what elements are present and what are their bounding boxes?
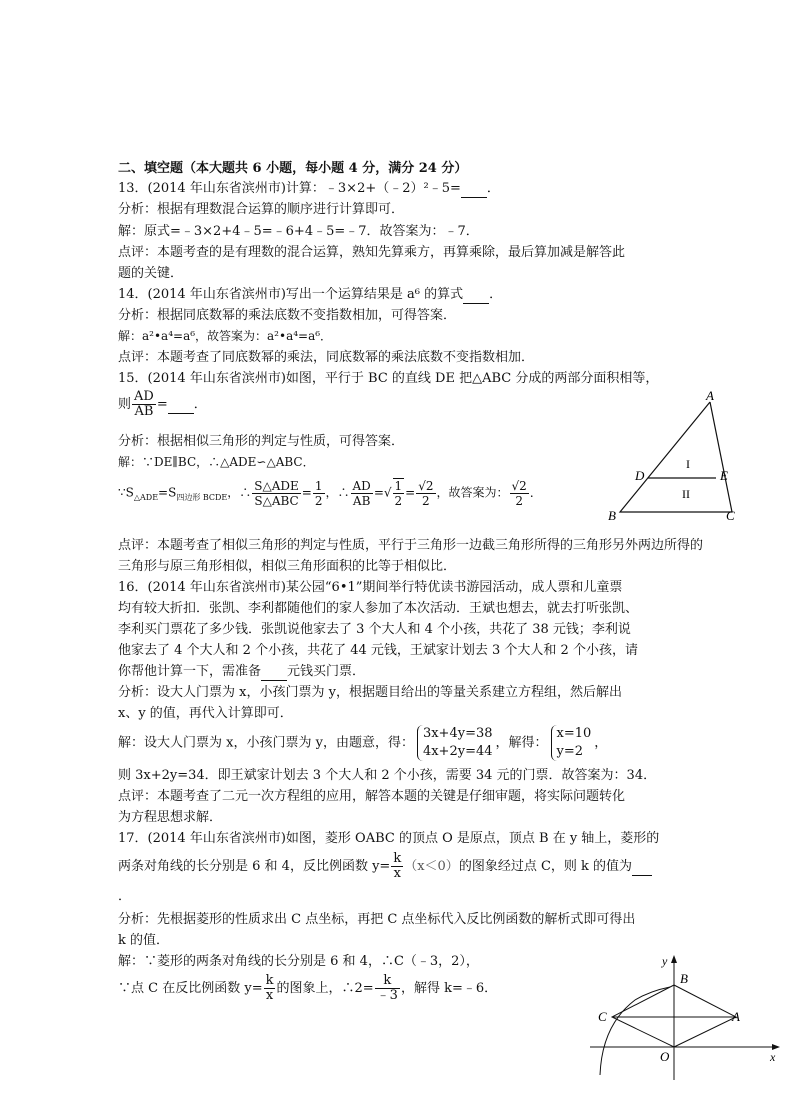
rhombus-figure — [590, 955, 785, 1085]
label-e: E — [720, 468, 728, 483]
t: 2 — [515, 493, 523, 508]
k-over-x-2 — [264, 974, 276, 1003]
t: ， — [594, 735, 608, 751]
q16-then: 则 3x+2y=34．即王斌家计划去 3 个大人和 2 个小孩，需要 34 元的门票．故答案为：34． — [118, 768, 657, 783]
q15-comment: 点评：本题考查了相似三角形的判定与性质，平行于三角形一边截三角形所得的三角形另外两边所得的 — [118, 538, 704, 553]
frac-den: AB — [134, 404, 154, 419]
t: k — [265, 973, 274, 988]
q17-solution-2 — [118, 974, 497, 1003]
label-region-2: II — [682, 487, 690, 501]
t: ，∴ — [227, 485, 252, 500]
y-arrow — [671, 955, 677, 963]
t: x=10 — [556, 726, 592, 741]
q17-analysis: 分析：先根据菱形的性质求出 C 点坐标，再把 C 点坐标代入反比例函数的解析式即可得出 — [118, 912, 636, 927]
q16-line1: 16．(2014 年山东省滨州市)某公园“6•1”期间举行特优读书游园活动，成人票和儿童票 — [118, 580, 623, 595]
t: √2 — [511, 478, 527, 493]
t: 的图象经过点 C，则 k 的值为 — [458, 859, 633, 874]
q13-solution: 解：原式=﹣3×2+4﹣5=﹣6+4﹣5=﹣7．故答案为：﹣7． — [118, 224, 479, 239]
ad-ab-fraction — [132, 390, 156, 419]
label-a: A — [732, 1009, 740, 1024]
t: （x＜0） — [404, 859, 459, 874]
q15-solution-1: 解：∵DE∥BC，∴△ADE∽△ABC． — [118, 455, 315, 469]
q15-analysis: 分析：根据相似三角形的判定与性质，可得答案． — [118, 434, 405, 449]
q17-analysis-2: k 的值． — [118, 933, 170, 948]
q17-solution-1: 解：∵菱形的两条对角线的长分别是 6 和 4，∴C（﹣3，2）， — [118, 954, 479, 969]
triangle-abc — [620, 402, 732, 512]
label-a: A — [706, 390, 714, 403]
t: ∵S — [118, 485, 134, 500]
t: AB — [352, 493, 371, 508]
q16-line4: 他家去了 4 个大人和 2 个小孩，共花了 44 元钱，王斌家计划去 3 个大人和 2 个小孩，请 — [118, 643, 638, 658]
t: ﹣3 — [376, 988, 398, 1003]
triangle-figure — [600, 390, 750, 525]
t: 2 — [394, 494, 403, 508]
t: S△ADE — [254, 478, 299, 493]
then-text: 则 — [118, 397, 132, 412]
t: S△ABC — [254, 493, 299, 508]
label-o: O — [660, 1049, 670, 1064]
answer-fraction — [510, 479, 529, 508]
t: k — [393, 851, 402, 866]
q15-question: 15．(2014 年山东省滨州市)如图，平行于 BC 的直线 DE 把△ABC 分成的两部分面积相等， — [118, 371, 659, 386]
label-c: C — [598, 1009, 607, 1024]
q15-solution-2: $\because S_{\triangle ADE}=S_{四边形 BCDE}$，∴ $\frac{\text{S△ADE}}{\text{S△ABC}}$ = $\frac{1}{2}$ ，∴ $\frac{AD}{AB}$ =√ $\frac{1}{2}$ = $\frac{√2}{2}$ ，故答案为： $\frac{√2}{2}$ ． — [118, 478, 542, 508]
q17-line2 — [118, 852, 652, 881]
q16-comment-2: 为方程思想求解． — [118, 810, 223, 825]
ad-ab-fraction-2 — [351, 479, 373, 508]
q16-analysis-2: x、y 的值，再代入计算即可． — [118, 706, 293, 721]
t: 2 — [314, 493, 323, 508]
t: 四边形 BCDE — [176, 492, 228, 502]
q13-comment: 点评：本题考查的是有理数的混合运算，熟知先算乘方，再算乘除，最后算加减是解答此 — [118, 245, 626, 260]
q13-analysis: 分析：根据有理数混合运算的顺序进行计算即可． — [118, 202, 405, 217]
q16-solution — [118, 725, 607, 761]
t: ，∴ — [325, 485, 350, 500]
t: y=2 — [556, 744, 584, 759]
q14-text: 14．(2014 年山东省滨州市)写出一个运算结果是 a⁶ 的算式 — [118, 287, 464, 302]
half-fraction — [313, 479, 325, 508]
q15-then — [118, 390, 207, 419]
eq: = — [156, 397, 168, 412]
t: 1 — [394, 479, 403, 493]
area-ratio-fraction — [252, 479, 301, 508]
t: ，解得： — [495, 735, 548, 751]
sqrt-half: √ $\frac{1}{2}$ — [383, 479, 403, 508]
q16-line3: 李利买门票花了多少钱．张凯说他家去了 3 个大人和 4 个小孩，共花了 38 元钱；李利说 — [118, 622, 631, 637]
q14-analysis: 分析：根据同底数幂的乘法底数不变指数相加，可得答案． — [118, 308, 457, 323]
q14-question — [118, 286, 502, 304]
q15-comment-2: 三角形与原三角形相似，相似三角形面积的比等于相似比． — [118, 559, 457, 574]
q14-solution: 解：a²•a⁴=a⁶，故答案为：a²•a⁴=a⁶． — [118, 329, 333, 343]
q17-line1: 17．(2014 年山东省滨州市)如图，菱形 OABC 的顶点 O 是原点，顶点 B 在 y 轴上，菱形的 — [118, 831, 660, 846]
label-region-1: I — [686, 457, 690, 471]
t: 1 — [314, 478, 323, 493]
t: 两条对角线的长分别是 6 和 4，反比例函数 y= — [118, 859, 391, 874]
label-d: D — [635, 468, 645, 483]
q16-comment: 点评：本题考查了二元一次方程组的应用，解答本题的关键是仔细审题，将实际问题转化 — [118, 789, 626, 804]
t: x — [393, 866, 401, 881]
t: AD — [352, 478, 371, 493]
label-x: x — [770, 1050, 776, 1064]
answer-blank — [168, 396, 194, 414]
q17-dot: ． — [118, 889, 132, 904]
frac-num: AD — [134, 389, 154, 404]
solution-system — [551, 725, 592, 761]
t: 元钱买门票． — [287, 664, 366, 679]
t: ，故答案为： — [436, 485, 509, 500]
label-c: C — [726, 508, 735, 523]
t: ． — [529, 485, 542, 500]
t: 解：设大人门票为 x，小孩门票为 y，由题意，得： — [118, 735, 414, 751]
t: 的图象上，∴2= — [276, 981, 374, 996]
q13-comment-2: 题的关键． — [118, 266, 184, 281]
q13-question — [118, 180, 500, 198]
t: 你帮他计算一下，需准备 — [118, 664, 262, 679]
answer-blank — [632, 858, 652, 876]
q14-comment: 点评：本题考查了同底数幂的乘法，同底数幂的乘法底数不变指数相加． — [118, 350, 535, 365]
q13-period: ． — [486, 181, 500, 196]
t: k — [375, 974, 400, 989]
equation-system — [417, 725, 493, 761]
root2-over-2 — [416, 479, 435, 508]
t: △ADE — [133, 492, 159, 502]
answer-blank — [461, 180, 487, 198]
t: √2 — [418, 478, 434, 493]
t: 3x+4y=38 — [422, 726, 493, 741]
q16-line5 — [118, 663, 365, 681]
t: ，解得 k=﹣6． — [400, 981, 498, 996]
q13-text: 13．(2014 年山东省滨州市)计算：﹣3×2+（﹣2）²﹣5= — [118, 181, 461, 196]
t: ∵点 C 在反比例函数 y= — [118, 981, 263, 996]
k-over-neg3 — [375, 974, 400, 1003]
t: 2 — [422, 493, 430, 508]
section-title: 二、填空题（本大题共 6 小题，每小题 4 分，满分 24 分） — [118, 161, 468, 176]
k-over-x — [391, 852, 403, 881]
answer-blank — [261, 663, 287, 681]
answer-blank — [463, 286, 489, 304]
t: x — [265, 988, 274, 1003]
q14-period: ． — [489, 287, 503, 302]
t: 4x+2y=44 — [422, 744, 493, 759]
label-b: B — [608, 508, 616, 523]
q16-line2: 均有较大折扣．张凯、李利都随他们的家人参加了本次活动．王斌也想去，就去打听张凯、 — [118, 601, 639, 616]
q15-period: ． — [193, 397, 207, 412]
q16-analysis: 分析：设大人门票为 x，小孩门票为 y，根据题目给出的等量关系建立方程组，然后解出 — [118, 685, 622, 700]
t: =S — [158, 485, 177, 500]
label-y: y — [662, 955, 668, 968]
label-b: B — [680, 971, 688, 986]
